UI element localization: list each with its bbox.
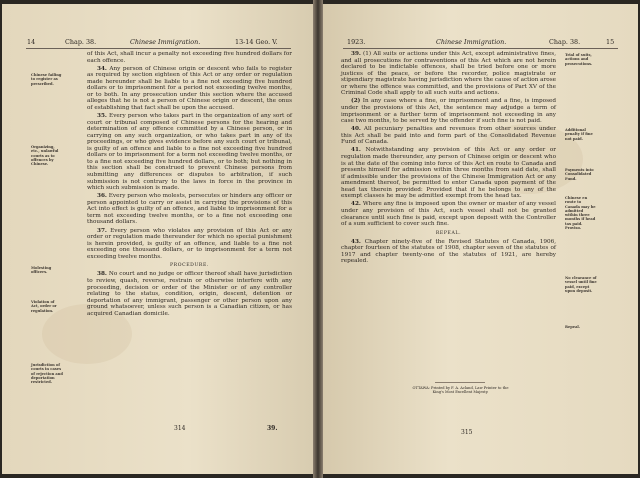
left-header-rule xyxy=(26,48,291,49)
margin-note-39-2: Additional penalty if fine not paid. xyxy=(565,128,593,141)
opening-text: of this Act, shall incur a penalty not exceeding five hundred dollars for each offence. xyxy=(87,51,292,64)
section-41-text: Notwithstanding any provision of this Act or any order or regulation made thereunder, any person of Chinese origin or descent who is at the date of the coming into force of this Act en route to Canada and presents himself for admission within three months from said date, shall if admissible under the provisions of the Chinese Immigration Act or any amendment thereof, be permitted to enter Canada upon payment of the head tax therein provided: Provided that if he belongs to any of the exempt classes he may be admitted exempt from the head tax. xyxy=(341,147,556,200)
margin-note-35: Organizing, etc., unlawful courts as to offences by Chinese. xyxy=(31,145,59,167)
left-catchword: 39. xyxy=(267,425,278,432)
right-page-number: 15 xyxy=(606,38,615,46)
printer-imprint xyxy=(363,386,558,395)
section-39-2-number: (2) xyxy=(351,98,361,105)
section-43-text: Chapter ninety-five of the Revised Statutes of Canada, 1906, chapter fourteen of the statutes of 1908, chapter seven of the statutes of 1917 and chapter twenty-one of the statutes of 1921, are hereby repealed. xyxy=(341,238,557,265)
section-41 xyxy=(341,147,556,199)
section-36 xyxy=(87,193,292,226)
repeal-heading: REPEAL. xyxy=(435,230,462,236)
section-38 xyxy=(87,271,292,317)
margin-note-34: Chinese failing to register as prescribed. xyxy=(31,73,62,86)
section-41-number: 41. xyxy=(351,147,361,154)
imprint-rule xyxy=(435,382,485,383)
right-running-head xyxy=(323,38,638,47)
section-42-number: 42. xyxy=(351,201,361,208)
left-regnal-year: 13-14 Geo. V. xyxy=(235,38,278,46)
right-running-title: Chinese Immigration. xyxy=(436,38,507,46)
book-gutter xyxy=(313,0,323,478)
section-36-number: 36. xyxy=(97,193,107,200)
section-37-text: Every person who violates any provision of this Act or any order or regulation made thereunder for which no special punishment is herein provided, is guilty of an offence, and liable to a fine not exceeding one thousand dollars, or to imprisonment for a term not exceeding twelve months. xyxy=(87,227,292,260)
section-36-text: Every person who molests, persecutes or hinders any officer or person appointed to carry or assist in carrying the provisions of this Act into effect is guilty of an offence, and liable to imprisonment for a term not exceeding twelve months, or to a fine not exceeding one thousand dollars. xyxy=(87,193,292,226)
margin-note-43: Repeal. xyxy=(565,325,581,329)
section-38-number: 38. xyxy=(97,271,107,278)
left-running-title: Chinese Immigration. xyxy=(130,38,201,46)
right-body-text xyxy=(341,51,556,267)
right-year: 1923. xyxy=(347,38,366,46)
section-35-number: 35. xyxy=(97,113,107,120)
margin-note-36: Molesting officers. xyxy=(31,266,52,275)
imprint-line-2: King's Most Excellent Majesty. xyxy=(432,390,489,395)
right-page xyxy=(323,4,638,474)
section-38-text: No court and no judge or officer thereof shall have jurisdiction to review, quash, reverse, restrain or otherwise interfere with any proceeding, decision or order of the Minister or of any controller relating to the status, condition, origin, descent, detention or deportation of any immigrant, passenger or other person upon any ground whatsoever, unless such person is a Canadian citizen, or has acquired Canadian domicile. xyxy=(87,271,292,317)
margin-note-42: No clearance of vessel until fine paid, except upon deposit. xyxy=(565,276,597,293)
margin-note-41: Chinese en route to Canada may be admitted within three months if head tax paid. Proviso. xyxy=(565,196,596,231)
margin-note-40: Payments into Consolidated Fund. xyxy=(565,168,594,181)
section-37 xyxy=(87,228,292,261)
section-35-text: Every person who takes part in the organization of any sort of court or tribunal composed of Chinese persons for the hearing and determination of any offence committed by a Chinese person, or in carrying on any such organization, or who takes part in any of its proceedings, or who gives evidence before any such court or tribunal, is guilty of an offence and liable to a fine not exceeding five hundred dollars or to imprisonment for a term not exceeding twelve months, or to a fine not exceeding five hundred dollars, or to both; but nothing in this section shall be construed to prevent Chinese persons from submitting any differences or disputes to arbitration, if such submission is not contrary to the laws in force in the province in which such submission is made. xyxy=(87,113,292,192)
section-40-number: 40. xyxy=(351,126,361,133)
section-40 xyxy=(341,126,556,146)
procedure-heading: PROCEDURE. xyxy=(169,263,209,269)
section-40-text: All pecuniary penalties and revenues from other sources under this Act shall be paid into and form part of the Consolidated Revenue Fund of Canada. xyxy=(341,126,556,146)
margin-note-38: Jurisdiction of courts in cases of rejection and deportation restricted. xyxy=(31,363,63,385)
section-39-2 xyxy=(341,98,556,124)
section-39 xyxy=(341,51,556,97)
section-34 xyxy=(87,66,292,112)
margin-note-39: Trial of suits, actions and prosecutions. xyxy=(565,53,593,66)
left-chapter: Chap. 38. xyxy=(65,38,97,46)
right-folio: 315 xyxy=(461,429,473,436)
section-39-number: 39. xyxy=(351,51,361,57)
right-chapter: Chap. 38. xyxy=(549,38,581,46)
section-39-text: (1) All suits or actions under this Act, except administrative fines, and all prosecutions for contraventions of this Act which are not herein declared to be indictable offences, shall be tried before one or more justices of the peace, or before the recorder, police magistrate or stipendiary magistrate having jurisdiction where the cause of action arose or where the offence was committed, and the provisions of Part XV of the Criminal Code shall apply to all such suits and actions. xyxy=(341,51,557,97)
right-header-rule xyxy=(343,48,618,49)
left-page-number: 14 xyxy=(27,38,36,46)
section-42-text: Where any fine is imposed upon the owner or master of any vessel under any provision of this Act, such vessel shall not be granted clearance until such fine is paid, except upon deposit with the Controller of a sum sufficient to cover such fine. xyxy=(341,201,556,228)
section-35 xyxy=(87,113,292,192)
margin-note-37: Violation of Act, order or regulation. xyxy=(31,300,57,313)
imprint-line-1: OTTAWA: Printed by F. A. Acland, Law Printer to the xyxy=(412,386,509,390)
section-43-number: 43. xyxy=(351,238,361,245)
section-43 xyxy=(341,239,556,265)
left-page xyxy=(2,4,313,474)
section-34-number: 34. xyxy=(97,65,107,72)
left-folio: 314 xyxy=(174,425,186,432)
left-body-text xyxy=(87,51,292,319)
section-34-text: Any person of Chinese origin or descent who fails to register as required by section eighteen of this Act or any order or regulation made hereunder shall be liable to a fine not exceeding five hundred dollars or to imprisonment for a period not exceeding twelve months, or to both. In any prosecution under this section where the accused alleges that he is not a person of Chinese origin or descent, the onus of establishing that fact shall be upon the accused. xyxy=(87,65,292,111)
section-37-number: 37. xyxy=(97,227,107,234)
left-running-head xyxy=(2,38,313,47)
section-42 xyxy=(341,201,556,227)
section-39-2-text: In any case where a fine, or imprisonment and a fine, is imposed under the provisions of this Act, the sentence may adjudge a term of imprisonment or a further term of imprisonment not exceeding in any case two months, to be served by the offender if such fine is not paid. xyxy=(341,98,557,125)
